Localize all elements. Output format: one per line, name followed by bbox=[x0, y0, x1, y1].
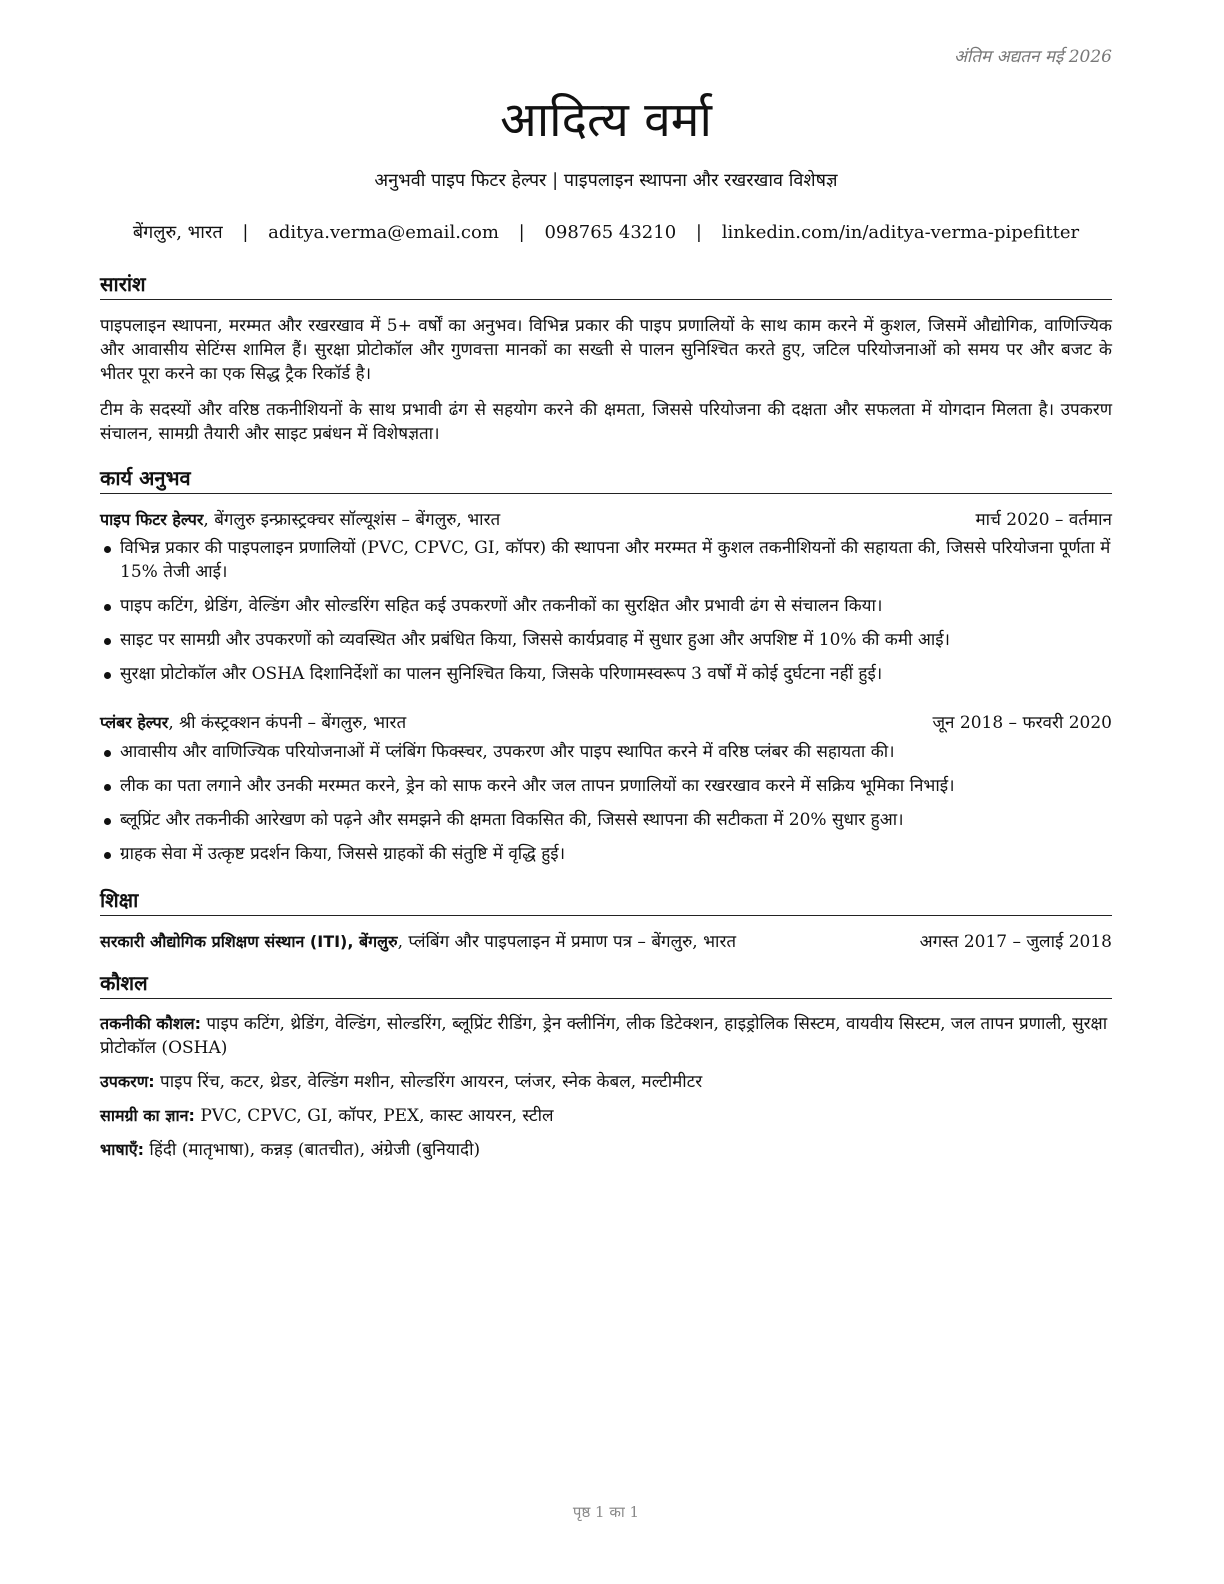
job-organization: , श्री कंस्ट्रक्शन कंपनी – बेंगलुरु, भारत bbox=[168, 713, 407, 733]
skill-row bbox=[100, 1012, 1112, 1060]
job-dates: जून 2018 – फरवरी 2020 bbox=[932, 713, 1112, 733]
skill-value: हिंदी (मातृभाषा), कन्नड़ (बातचीत), अंग्रेजी (बुनियादी) bbox=[144, 1140, 481, 1160]
education-detail: , प्लंबिंग और पाइपलाइन में प्रमाण पत्र – बेंगलुरु, भारत bbox=[397, 932, 737, 952]
job-dates: मार्च 2020 – वर्तमान bbox=[975, 510, 1112, 530]
skill-row bbox=[100, 1138, 1112, 1162]
education-institution: सरकारी औद्योगिक प्रशिक्षण संस्थान (ITI), बेंगलुरु bbox=[100, 932, 398, 951]
contact-separator: | bbox=[242, 222, 249, 243]
job-role: प्लंबर हेल्पर bbox=[100, 713, 169, 732]
skill-value: पाइप रिंच, कटर, थ्रेडर, वेल्डिंग मशीन, सोल्डरिंग आयरन, प्लंजर, स्नेक केबल, मल्टीमीटर bbox=[154, 1072, 703, 1092]
section-title-experience: कार्य अनुभव bbox=[100, 464, 1112, 494]
job-bullets bbox=[100, 536, 1112, 696]
job-header bbox=[100, 507, 1112, 531]
contact-separator: | bbox=[518, 222, 525, 243]
section-title-education: शिक्षा bbox=[100, 886, 1112, 916]
job-organization: , बेंगलुरु इन्फ्रास्ट्रक्चर सॉल्यूशंस – बेंगलुरु, भारत bbox=[203, 510, 501, 530]
section-title-skills: कौशल bbox=[100, 969, 1112, 999]
job-header bbox=[100, 710, 1112, 734]
job-bullet: साइट पर सामग्री और उपकरणों को व्यवस्थित और प्रबंधित किया, जिससे कार्यप्रवाह में सुधार हुआ और अपशिष्ट में 10% की कमी आई। bbox=[100, 628, 1112, 652]
skill-row bbox=[100, 1104, 1112, 1128]
skill-label: उपकरण: bbox=[100, 1072, 155, 1091]
tagline: अनुभवी पाइप फिटर हेल्पर | पाइपलाइन स्थापना और रखरखाव विशेषज्ञ bbox=[374, 170, 838, 191]
skill-value: पाइप कटिंग, थ्रेडिंग, वेल्डिंग, सोल्डरिंग, ब्लूप्रिंट रीडिंग, ड्रेन क्लीनिंग, लीक डिटेक्शन, हाइड्रोलिक सिस्टम, वायवीय सिस्टम, जल तापन प्रणाली, सुरक्षा प्रोटोकॉल (OSHA) bbox=[100, 1014, 1108, 1058]
candidate-name: आदित्य वर्मा bbox=[500, 92, 712, 148]
contact-email[interactable]: aditya.verma@email.com bbox=[268, 222, 499, 243]
job-bullet: ग्राहक सेवा में उत्कृष्ट प्रदर्शन किया, जिससे ग्राहकों की संतुष्टि में वृद्धि हुई। bbox=[100, 842, 1112, 866]
skill-label: तकनीकी कौशल: bbox=[100, 1014, 201, 1033]
skill-label: भाषाएँ: bbox=[100, 1140, 145, 1159]
contact-line bbox=[100, 220, 1112, 244]
contact-location: बेंगलुरु, भारत bbox=[132, 222, 223, 243]
contact-phone[interactable]: 098765 43210 bbox=[544, 222, 677, 243]
contact-separator: | bbox=[695, 222, 702, 243]
education-dates: अगस्त 2017 – जुलाई 2018 bbox=[919, 932, 1112, 952]
contact-linkedin[interactable]: linkedin.com/in/aditya-verma-pipefitter bbox=[721, 222, 1080, 243]
summary-paragraph: पाइपलाइन स्थापना, मरम्मत और रखरखाव में 5+ वर्षों का अनुभव। विभिन्न प्रकार की पाइप प्रणालियों के साथ काम करने में कुशल, जिसमें औद्योगिक, वाणिज्यिक और आवासीय सेटिंग्स शामिल हैं। सुरक्षा प्रोटोकॉल और गुणवत्ता मानकों का सख्ती से पालन सुनिश्चित करते हुए, जटिल परियोजनाओं को समय पर और बजट के भीतर पूरा करने का एक सिद्ध ट्रैक रिकॉर्ड है। bbox=[100, 316, 1112, 384]
job-bullet: ब्लूप्रिंट और तकनीकी आरेखण को पढ़ने और समझने की क्षमता विकसित की, जिससे स्थापना की सटीकता में 20% सुधार हुआ। bbox=[100, 808, 1112, 832]
job-bullet: लीक का पता लगाने और उनकी मरम्मत करने, ड्रेन को साफ करने और जल तापन प्रणालियों का रखरखाव करने में सक्रिय भूमिका निभाई। bbox=[100, 774, 1112, 798]
skill-row bbox=[100, 1070, 1112, 1094]
summary-paragraph: टीम के सदस्यों और वरिष्ठ तकनीशियनों के साथ प्रभावी ढंग से सहयोग करने की क्षमता, जिससे परियोजना की दक्षता और सफलता में योगदान मिलता है। उपकरण संचालन, सामग्री तैयारी और साइट प्रबंधन में विशेषज्ञता। bbox=[100, 400, 1112, 444]
last-updated: अंतिम अद्यतन मई 2026 bbox=[953, 47, 1112, 67]
job-bullet: विभिन्न प्रकार की पाइपलाइन प्रणालियों (PVC, CPVC, GI, कॉपर) की स्थापना और मरम्मत में कुशल तकनीशियनों की सहायता की, जिससे परियोजना पूर्णता में 15% तेजी आई। bbox=[100, 536, 1112, 584]
skill-label: सामग्री का ज्ञान: bbox=[100, 1106, 195, 1125]
job-bullet: पाइप कटिंग, थ्रेडिंग, वेल्डिंग और सोल्डरिंग सहित कई उपकरणों और तकनीकों का सुरक्षित और प्रभावी ढंग से संचालन किया। bbox=[100, 594, 1112, 618]
job-bullet: सुरक्षा प्रोटोकॉल और OSHA दिशानिर्देशों का पालन सुनिश्चित किया, जिसके परिणामस्वरूप 3 वर्षों में कोई दुर्घटना नहीं हुई। bbox=[100, 662, 1112, 686]
education-entry bbox=[100, 929, 1112, 953]
skill-value: PVC, CPVC, GI, कॉपर, PEX, कास्ट आयरन, स्टील bbox=[194, 1106, 554, 1126]
job-bullet: आवासीय और वाणिज्यिक परियोजनाओं में प्लंबिंग फिक्स्चर, उपकरण और पाइप स्थापित करने में वरिष्ठ प्लंबर की सहायता की। bbox=[100, 740, 1112, 764]
section-title-summary: सारांश bbox=[100, 270, 1112, 300]
resume-page bbox=[100, 0, 1112, 1584]
job-bullets bbox=[100, 740, 1112, 876]
job-role: पाइप फिटर हेल्पर bbox=[100, 510, 204, 529]
page-number: पृष्ठ 1 का 1 bbox=[572, 1503, 640, 1521]
